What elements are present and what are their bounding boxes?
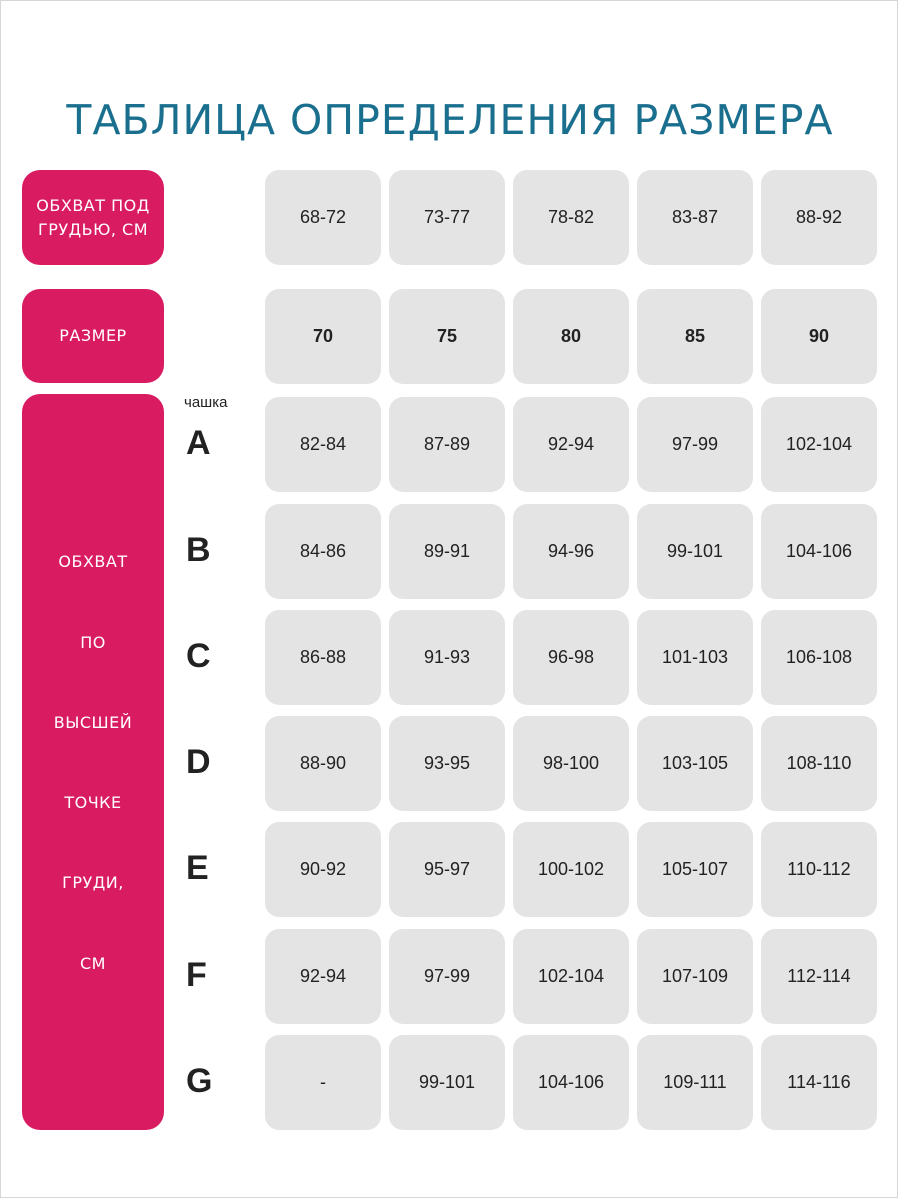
bust-cell: 105-107 (637, 822, 753, 917)
bust-cell: 86-88 (265, 610, 381, 705)
bust-cell: 102-104 (761, 397, 877, 492)
bust-cell: 106-108 (761, 610, 877, 705)
size-cell: 70 (265, 289, 381, 384)
bust-cell: 104-106 (513, 1035, 629, 1130)
size-cell: 80 (513, 289, 629, 384)
bust-cell: 84-86 (265, 504, 381, 599)
underbust-cell: 73-77 (389, 170, 505, 265)
underbust-label-line: ГРУДЬЮ, СМ (37, 219, 149, 239)
bust-cell: 82-84 (265, 397, 381, 492)
bust-cell: 107-109 (637, 929, 753, 1024)
bust-cell: 92-94 (513, 397, 629, 492)
bust-label-line: ОБХВАТ (58, 552, 128, 571)
size-label-text: РАЗМЕР (59, 326, 127, 345)
bust-label-line: ВЫСШЕЙ (53, 713, 133, 732)
bust-cell: 87-89 (389, 397, 505, 492)
cup-letter: D (186, 743, 211, 781)
cup-letter: B (186, 531, 211, 569)
underbust-cell: 68-72 (265, 170, 381, 265)
bust-cell: 100-102 (513, 822, 629, 917)
bust-cell: 96-98 (513, 610, 629, 705)
bust-cell: 112-114 (761, 929, 877, 1024)
cup-caption: чашка (184, 394, 228, 411)
bust-cell: 110-112 (761, 822, 877, 917)
bust-cell: - (265, 1035, 381, 1130)
bust-cell: 88-90 (265, 716, 381, 811)
bust-cell: 102-104 (513, 929, 629, 1024)
bust-cell: 101-103 (637, 610, 753, 705)
bust-label-line: ГРУДИ, (62, 873, 124, 892)
bust-cell: 95-97 (389, 822, 505, 917)
bust-label (22, 394, 164, 1130)
size-cell: 75 (389, 289, 505, 384)
bust-cell: 104-106 (761, 504, 877, 599)
bust-cell: 92-94 (265, 929, 381, 1024)
bust-label-line: СМ (80, 954, 106, 973)
cup-letter: A (186, 424, 211, 462)
cup-letter: C (186, 637, 211, 675)
underbust-cell: 78-82 (513, 170, 629, 265)
page-title: ТАБЛИЦА ОПРЕДЕЛЕНИЯ РАЗМЕРА (66, 96, 834, 144)
bust-cell: 97-99 (389, 929, 505, 1024)
underbust-cell: 83-87 (637, 170, 753, 265)
bust-cell: 99-101 (389, 1035, 505, 1130)
cup-letter: E (186, 849, 209, 887)
bust-label-line: ТОЧКЕ (64, 793, 122, 812)
bust-cell: 114-116 (761, 1035, 877, 1130)
bust-cell: 93-95 (389, 716, 505, 811)
cup-letter: F (186, 956, 207, 994)
bust-cell: 90-92 (265, 822, 381, 917)
bust-cell: 98-100 (513, 716, 629, 811)
bust-cell: 91-93 (389, 610, 505, 705)
size-cell: 90 (761, 289, 877, 384)
underbust-cell: 88-92 (761, 170, 877, 265)
bust-cell: 97-99 (637, 397, 753, 492)
bust-cell: 109-111 (637, 1035, 753, 1130)
cup-letter: G (186, 1062, 213, 1100)
bust-cell: 89-91 (389, 504, 505, 599)
underbust-label-line: ОБХВАТ ПОД (36, 195, 150, 215)
bust-cell: 103-105 (637, 716, 753, 811)
bust-cell: 94-96 (513, 504, 629, 599)
bust-label-line: ПО (80, 633, 106, 652)
bust-cell: 99-101 (637, 504, 753, 599)
size-label (22, 289, 164, 383)
bust-cell: 108-110 (761, 716, 877, 811)
underbust-label (22, 170, 164, 265)
size-cell: 85 (637, 289, 753, 384)
